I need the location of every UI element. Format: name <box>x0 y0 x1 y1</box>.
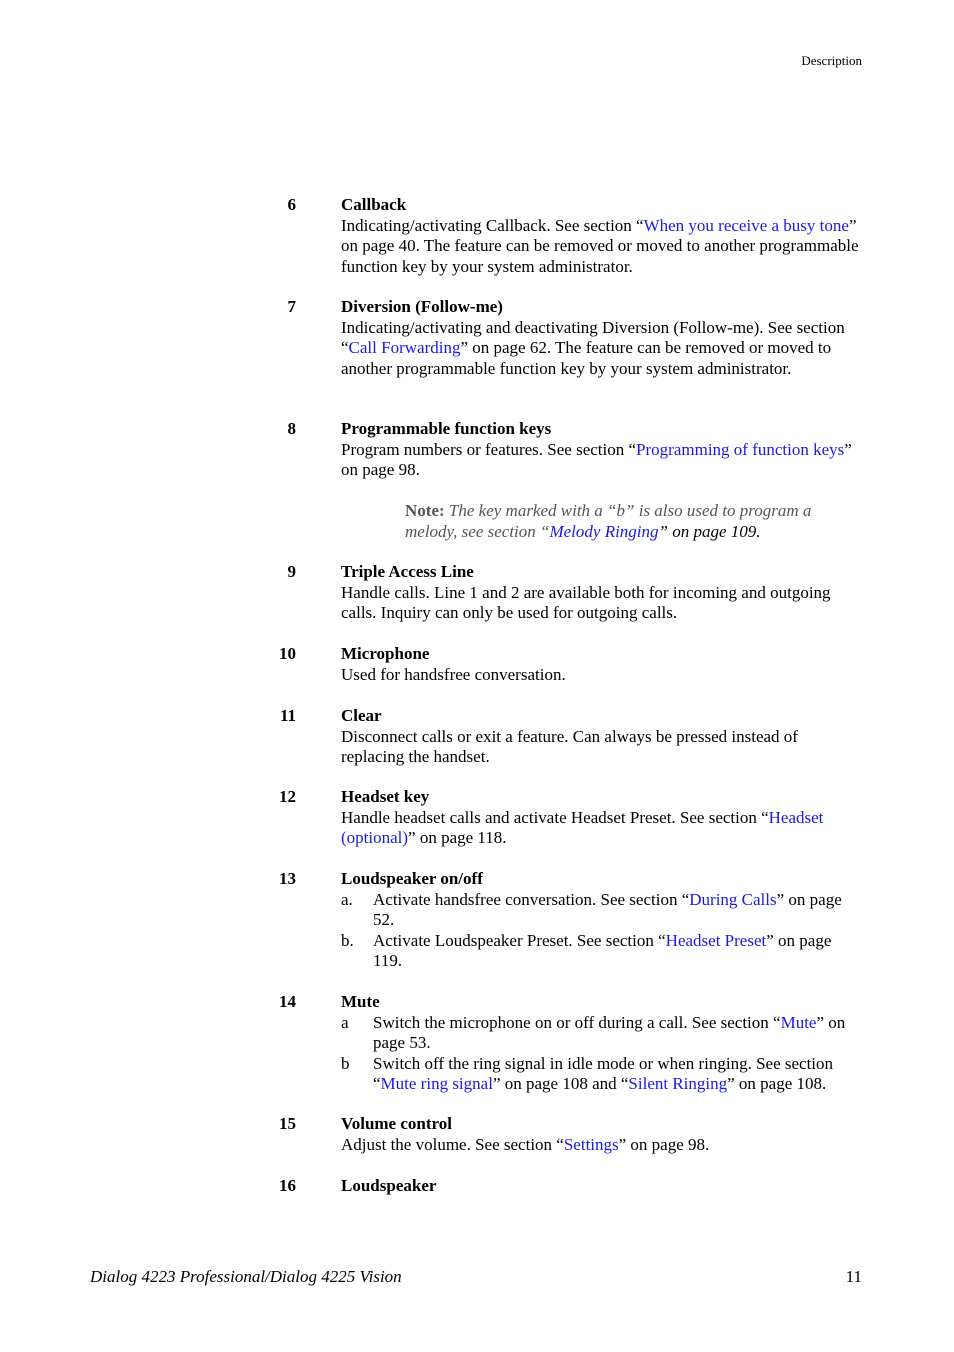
footer-page-number: 11 <box>845 1267 862 1286</box>
desc-text: Handle headset calls and activate Headset Preset. See section “ <box>341 807 769 827</box>
link-mute[interactable]: Mute <box>780 1012 817 1032</box>
entry-description: Handle calls. Line 1 and 2 are available both for incoming and outgoing calls. Inquiry can only be used for outgoing calls. <box>341 582 831 623</box>
entry-title: Volume control <box>341 1114 452 1133</box>
desc-text: Program numbers or features. See section “ <box>341 439 637 459</box>
link-headset-optional[interactable]: Headset (optional) <box>341 807 824 848</box>
footer-document-title: Dialog 4223 Professional/Dialog 4225 Vision <box>90 1267 402 1286</box>
list-item <box>341 1013 861 1054</box>
entry-title: Diversion (Follow-me) <box>341 297 503 316</box>
desc-text: Switch off the ring signal in idle mode or when ringing. See section “ <box>373 1053 834 1094</box>
list-marker: b <box>341 1053 350 1073</box>
entry-title: Triple Access Line <box>341 562 474 581</box>
desc-text: ” on page 119. <box>373 930 832 971</box>
list-item <box>341 1054 861 1095</box>
desc-text: Indicating/activating and deactivating Diversion (Follow-me). See section “ <box>341 317 845 358</box>
entry-description <box>341 808 861 849</box>
desc-text: Adjust the volume. See section “ <box>341 1134 564 1154</box>
link-mute-ring-signal[interactable]: Mute ring signal <box>380 1074 493 1094</box>
list-marker: b. <box>341 930 354 950</box>
link-melody-ringing[interactable]: Melody Ringing <box>549 521 659 541</box>
note-page: 109 <box>730 521 757 541</box>
list-item <box>341 890 861 931</box>
desc-text: ” on page 53. <box>373 1012 846 1053</box>
entry-number: 13 <box>279 869 296 888</box>
entry-description <box>341 216 861 278</box>
desc-text: Activate handsfree conversation. See section “ <box>373 889 690 909</box>
desc-text: ” on page 62. The feature can be removed or moved to another programmable function key by your system administrator. <box>341 338 832 378</box>
entry-title: Mute <box>341 992 380 1011</box>
list-marker: a <box>341 1012 349 1032</box>
entry-number: 10 <box>279 644 296 663</box>
entry-number: 16 <box>279 1176 296 1195</box>
desc-text: ” on page 118. <box>408 828 507 848</box>
entry-title: Microphone <box>341 644 430 663</box>
entry-description <box>341 1135 861 1156</box>
entry-number: 7 <box>287 297 296 316</box>
entry-title: Loudspeaker <box>341 1176 437 1195</box>
entry-title: Headset key <box>341 787 430 806</box>
entry-number: 14 <box>279 992 296 1011</box>
desc-text: ” on page 108. <box>727 1074 827 1094</box>
entry-title: Clear <box>341 706 382 725</box>
desc-text: ” on page 108 and “ <box>492 1074 629 1094</box>
entry-number: 9 <box>287 562 296 581</box>
desc-text: Switch the microphone on or off during a call. See section “ <box>373 1012 781 1032</box>
entry-number: 8 <box>287 419 296 438</box>
entry-number: 11 <box>279 706 296 725</box>
desc-text: Activate Loudspeaker Preset. See section “ <box>373 930 666 950</box>
note-text: . <box>756 521 761 541</box>
entry-description: Disconnect calls or exit a feature. Can always be pressed instead of replacing the handset. <box>341 726 798 767</box>
entry-title: Programmable function keys <box>341 419 552 438</box>
entry-title: Loudspeaker on/off <box>341 869 483 888</box>
entry-title: Callback <box>341 195 407 214</box>
entry-description <box>341 318 861 380</box>
desc-text: ” on page 40. The feature can be removed or moved to another programmable function key by your system administrator. <box>341 215 859 276</box>
link-call-forwarding[interactable]: Call Forwarding <box>348 338 461 358</box>
note-text: ” on page <box>658 521 731 541</box>
entry-description <box>341 440 861 481</box>
entry-description: Used for handsfree conversation. <box>341 664 566 684</box>
entry-number: 6 <box>287 195 296 214</box>
note-box <box>405 501 855 542</box>
entry-number: 12 <box>279 787 296 806</box>
desc-text: ” on page 98. <box>341 439 852 480</box>
list-item <box>341 931 861 972</box>
note-text: The key marked with a “b” is also used to program a melody, see section “ <box>405 501 812 541</box>
link-busy-tone[interactable]: When you receive a busy tone <box>643 215 849 235</box>
note-label: Note: <box>405 501 445 520</box>
link-during-calls[interactable]: During Calls <box>689 889 777 909</box>
running-header: Description <box>801 53 862 68</box>
desc-text: Indicating/activating Callback. See section “ <box>341 215 644 235</box>
link-programming-function-keys[interactable]: Programming of function keys <box>636 439 845 459</box>
link-headset-preset[interactable]: Headset Preset <box>665 930 767 950</box>
desc-text: ” on page 52. <box>373 889 842 930</box>
list-marker: a. <box>341 889 353 909</box>
link-settings[interactable]: Settings <box>563 1134 619 1154</box>
link-silent-ringing[interactable]: Silent Ringing <box>628 1074 728 1094</box>
desc-text: ” on page 98. <box>618 1134 710 1154</box>
entry-number: 15 <box>279 1114 296 1133</box>
